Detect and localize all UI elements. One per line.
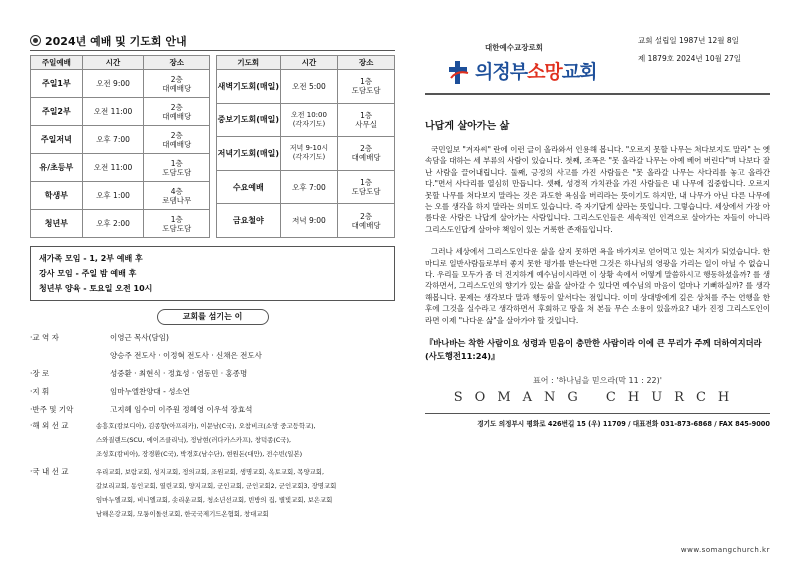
table-row bbox=[31, 98, 210, 126]
table-cell: 오전 5:00 bbox=[280, 70, 338, 104]
table-cell: 2층 대예배당 bbox=[144, 126, 210, 154]
sermon-paragraph: 그러나 세상에서 그리스도인다운 삶을 살지 못하면 욕을 바가지로 얻어먹고 있는 처지가 되었습니다. 한 마디로 일반사람들로부터 좋지 못한 평가를 받는다면 그것은 하나님의 영광을 가리는 일이 아닐 수 없습니다. 우리들 모두가 좀 더 진지하게 예수님이시라면 이 상황 속에서 어떻게 말씀하시고 행동하셨을까? 를 생각하면서, 그리스도인의 향기가 있는 삶을 살아갈 수 있다면 예수님의 마음이 얼마나 기뻐하실까? 를 생각해봅니다. 문제는 생각보다 말과 행동이 앞서다는 점입니다. 이미 상대방에게 깊은 상처를 주는 언행을 한 후에 그것을 실수라고 생각하면서 후회하고 땅을 쳐 본들 무슨 소용이 있을까요? 내가 진정 그리스도인이라면 이제 "나다운 삶"을 살아가야 할 것입니다. bbox=[425, 247, 770, 325]
sermon-body bbox=[425, 144, 770, 326]
table-row bbox=[31, 182, 210, 210]
table-cell: 1층 사무실 bbox=[338, 103, 395, 137]
table-cell: 새벽기도회(매일) bbox=[217, 70, 281, 104]
table-cell: 유/초등부 bbox=[31, 154, 83, 182]
bulletin-meta bbox=[638, 32, 762, 68]
sermon-title: 나답게 살아가는 삶 bbox=[425, 121, 510, 132]
mission-row bbox=[30, 493, 395, 507]
table-row bbox=[217, 103, 395, 137]
table-cell: 오후 2:00 bbox=[82, 210, 144, 238]
officer-role: ·지 휘 bbox=[30, 387, 50, 396]
table-cell: 2층 대예배당 bbox=[144, 98, 210, 126]
mission-label: ·국 내 선 교 bbox=[30, 467, 69, 476]
officer-row bbox=[30, 383, 395, 401]
officer-role: ·교 역 자 bbox=[30, 333, 59, 342]
table-cell: 주일저녁 bbox=[31, 126, 83, 154]
mission-names: 갈보리교회, 동인교회, 열린교회, 양지교회, 군인교회, 군인교회2, 군인교회3, 장명교회 bbox=[96, 482, 337, 490]
mission-row bbox=[30, 465, 395, 479]
table-cell: 오후 7:00 bbox=[82, 126, 144, 154]
table-cell: 청년부 bbox=[31, 210, 83, 238]
table-row bbox=[217, 137, 395, 171]
mission-label bbox=[30, 507, 96, 521]
table-header: 기도회 bbox=[217, 56, 281, 70]
church-address: 경기도 의정부시 평화로 426번길 15 (우) 11709 / 대표전화 031-873-6868 / FAX 845-9000 bbox=[425, 413, 770, 428]
target-icon bbox=[30, 35, 41, 46]
mission-names: 남해은강교회, 모퉁이돌선교회, 한국국제기드온협회, 창대교회 bbox=[96, 510, 269, 518]
table-cell: 저녁기도회(매일) bbox=[217, 137, 281, 171]
table-row bbox=[31, 126, 210, 154]
mission-names: 조성호(캄비아), 장경환(C국), 박경호(남수단), 현원돈(대만), 전수빈(일본) bbox=[96, 450, 303, 458]
issue-number: 제 1879호 2024년 10월 27일 bbox=[638, 54, 742, 63]
mission-names: 임마누엘교회, 비니엘교회, 솟리운교회, 청소년선교회, 빈방의 집, 별빛교회, 보은교회 bbox=[96, 496, 333, 504]
table-cell: 저녁 9:00 bbox=[280, 204, 338, 238]
left-panel bbox=[30, 34, 395, 525]
prayer-table bbox=[216, 55, 395, 238]
church-logo-name: 의정부소망교회 bbox=[475, 61, 597, 83]
worship-table bbox=[30, 55, 210, 238]
table-row bbox=[31, 70, 210, 98]
mission-label bbox=[30, 433, 96, 447]
mission-row bbox=[30, 419, 395, 433]
officer-role bbox=[30, 347, 110, 365]
table-cell: 주일2부 bbox=[31, 98, 83, 126]
table-cell: 저녁 9-10시 (각자기도) bbox=[280, 137, 338, 171]
officer-names: 성중환 · 최현식 · 정효성 · 염동민 · 홍종명 bbox=[110, 369, 248, 378]
table-cell: 오전 11:00 bbox=[82, 98, 144, 126]
schedule-section-title: 2024년 예배 및 기도회 안내 bbox=[30, 34, 395, 50]
mission-names: 송흥호(캄보디아), 김종향(아프리카), 이문남(C국), 오참비크(소망 중고등학교), bbox=[96, 422, 316, 430]
table-header: 장소 bbox=[144, 56, 210, 70]
table-cell: 2층 대예배당 bbox=[338, 137, 395, 171]
table-header: 시간 bbox=[82, 56, 144, 70]
table-row bbox=[217, 70, 395, 104]
mission-label bbox=[30, 447, 96, 461]
table-row bbox=[217, 204, 395, 238]
mission-row bbox=[30, 447, 395, 461]
mission-label bbox=[30, 479, 96, 493]
officer-row bbox=[30, 347, 395, 365]
founded-date: 교회 설립일 1987년 12월 8일 bbox=[638, 36, 739, 45]
table-cell: 오후 1:00 bbox=[82, 182, 144, 210]
table-header: 장소 bbox=[338, 56, 395, 70]
church-motto: 표어 : '하나님을 믿으라(막 11 : 22)' bbox=[533, 376, 662, 386]
table-cell: 학생부 bbox=[31, 182, 83, 210]
officer-names: 임마누엘찬양대 - 성소연 bbox=[110, 387, 190, 396]
table-cell: 오전 9:00 bbox=[82, 70, 144, 98]
church-name-english: SOMANG CHURCH bbox=[453, 390, 742, 406]
sermon-paragraph: 국민일보 "겨자씨" 란에 이런 글이 올라와서 인용해 봅니다. "오르지 못할 나무는 쳐다보지도 말라" 는 옛 속담을 대하는 세 부류의 사람이 있습니다. 첫째, 조폭은 "못 올라갈 나무는 아예 베어 버린다"며 나보다 잘난 사람을 끌어내립니다. 둘째, 긍정의 사고를 가진 사람들은 "못 올라갈 나무는 사다리를 놓고 올라간다."면서 사다리를 열심히 만듭니다. 셋째, 성경적 가치관을 가진 사람들은 내 나무에 집중합니다. 오르지 못할 나무를 쳐다보지 말라는 것은 과도한 욕심을 버리라는 뜻이기도 하지만, 내 나무가 아닌 다른 나무에는 오를 생각을 하지 말라는 의미도 있습니다. 즉 자기답게 살라는 뜻입니다. 그렇습니다. 세상에서 가장 아름다운 사람은 나답게 살아가는 사람입니다. 그리스도인들은 세속적인 인격으로 살아가는 자들이 아니라 그리스도인답게 살아야 책임이 있는 거룩한 존재들입니다. bbox=[425, 145, 770, 234]
table-cell: 오후 7:00 bbox=[280, 170, 338, 204]
table-cell: 4층 로뎀나무 bbox=[144, 182, 210, 210]
mission-row bbox=[30, 479, 395, 493]
schedule-tables bbox=[30, 55, 395, 238]
officers-title: 교회를 섬기는 이 bbox=[157, 309, 269, 325]
table-cell: 1층 도담도담 bbox=[338, 70, 395, 104]
cross-logo-icon bbox=[447, 58, 471, 86]
officer-names: 고지혜 임수미 이주원 정혜영 이우석 장효석 bbox=[110, 405, 253, 414]
divider bbox=[30, 50, 395, 51]
mission-label bbox=[30, 493, 96, 507]
table-cell: 주일1부 bbox=[31, 70, 83, 98]
table-cell: 오전 10:00 (각자기도) bbox=[280, 103, 338, 137]
mission-row bbox=[30, 507, 395, 521]
meeting-item: 강사 모임 - 주일 밤 예배 후 bbox=[39, 269, 137, 278]
table-row bbox=[31, 154, 210, 182]
denomination: 대한예수교장로회 bbox=[485, 43, 543, 52]
table-row bbox=[217, 170, 395, 204]
scripture-quote: 『바나바는 착한 사람이요 성령과 믿음이 충만한 사람이라 이에 큰 무리가 주께 더하여지더라(사도행전11:24)』 bbox=[425, 338, 762, 362]
mission-row bbox=[30, 433, 395, 447]
mission-label: ·해 외 선 교 bbox=[30, 421, 69, 430]
table-cell: 금요철야 bbox=[217, 204, 281, 238]
table-cell: 2층 대예배당 bbox=[144, 70, 210, 98]
officers-list bbox=[30, 329, 395, 419]
meeting-item: 청년부 양육 - 토요일 오전 10시 bbox=[39, 284, 153, 293]
right-panel bbox=[425, 30, 770, 428]
table-cell: 1층 도담도담 bbox=[144, 154, 210, 182]
table-header: 시간 bbox=[280, 56, 338, 70]
meeting-item: 새가족 모임 - 1, 2부 예배 후 bbox=[39, 254, 143, 263]
officer-row bbox=[30, 329, 395, 347]
table-cell: 중보기도회(매일) bbox=[217, 103, 281, 137]
meetings-box bbox=[30, 246, 395, 301]
officer-role: ·장 로 bbox=[30, 369, 50, 378]
table-cell: 1층 도담도담 bbox=[144, 210, 210, 238]
mission-names: 스와질랜드(SCU, 에이즈클리닉), 정남현(러다카스카프), 창덕종(C국), bbox=[96, 436, 291, 444]
officer-names: 이영근 목사(담임) bbox=[110, 333, 169, 342]
officer-row bbox=[30, 365, 395, 383]
table-cell: 오전 11:00 bbox=[82, 154, 144, 182]
table-header: 주일예배 bbox=[31, 56, 83, 70]
officer-row bbox=[30, 401, 395, 419]
missions-list bbox=[30, 419, 395, 525]
table-cell: 수요예배 bbox=[217, 170, 281, 204]
table-row bbox=[31, 210, 210, 238]
officer-names: 양승주 전도사 · 이정혁 전도사 · 신채은 전도사 bbox=[110, 351, 262, 360]
church-header bbox=[425, 30, 770, 95]
table-cell: 1층 도담도담 bbox=[338, 170, 395, 204]
website-link[interactable]: www.somangchurch.kr bbox=[680, 546, 770, 554]
mission-names: 우리교회, 보람교회, 성지교회, 정의교회, 조원교회, 생명교회, 옥토교회, 목양교회, bbox=[96, 468, 325, 476]
table-cell: 2층 대예배당 bbox=[338, 204, 395, 238]
officer-role: ·반주 및 기악 bbox=[30, 405, 74, 414]
